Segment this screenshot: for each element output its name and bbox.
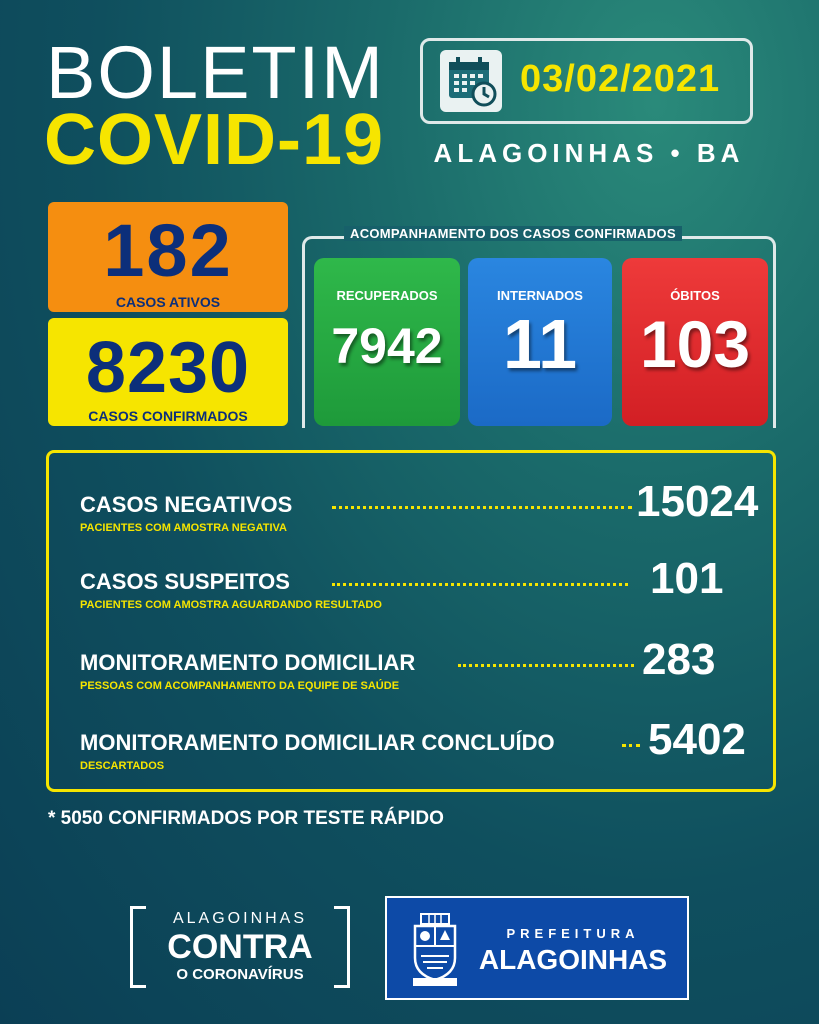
recovered-value: 7942 [331, 318, 443, 374]
confirmed-cases-label: CASOS CONFIRMADOS [88, 408, 248, 424]
detail-row-negative [80, 477, 770, 552]
rapid-test-footnote: * 5050 CONFIRMADOS POR TESTE RÁPIDO [48, 808, 444, 829]
detail-sublabel: PACIENTES COM AMOSTRA AGUARDANDO RESULTADO [80, 599, 382, 611]
active-cases-label: CASOS ATIVOS [115, 294, 221, 310]
prefeitura-line2: ALAGOINHAS [478, 944, 668, 975]
detail-sublabel: PESSOAS COM ACOMPANHAMENTO DA EQUIPE DE SAÚDE [80, 680, 400, 692]
deaths-value: 103 [639, 307, 751, 381]
detail-sublabel: PACIENTES COM AMOSTRA NEGATIVA [80, 522, 287, 534]
confirmed-cases-value: 8230 [85, 328, 251, 408]
active-cases-value: 182 [103, 209, 233, 292]
detail-label: MONITORAMENTO DOMICILIAR [80, 650, 416, 675]
city-crest-icon [407, 912, 463, 988]
recovered-card [314, 258, 460, 426]
tracking-title-text: ACOMPANHAMENTO DOS CASOS CONFIRMADOS [344, 226, 682, 241]
hospitalized-value: 11 [503, 305, 577, 383]
detail-label: CASOS SUSPEITOS [80, 569, 290, 594]
dotted-leader [458, 664, 634, 667]
dotted-leader [332, 583, 628, 586]
deaths-label: ÓBITOS [670, 288, 720, 303]
recovered-label: RECUPERADOS [336, 288, 438, 303]
campaign-logo [130, 906, 350, 988]
detail-row-home-monitoring [80, 635, 770, 710]
active-cases-box [48, 202, 288, 312]
title-covid: COVID-19 [44, 100, 385, 180]
detail-sublabel: DESCARTADOS [80, 760, 165, 772]
campaign-line1: ALAGOINHAS [172, 910, 308, 927]
detail-label: MONITORAMENTO DOMICILIAR CONCLUÍDO [80, 730, 555, 755]
detail-row-suspected [80, 554, 770, 629]
detail-row-home-monitoring-done [80, 715, 770, 790]
dotted-leader [622, 744, 640, 747]
detail-label: CASOS NEGATIVOS [80, 492, 293, 517]
campaign-line2: CONTRA [167, 928, 313, 966]
hospitalized-card [468, 258, 612, 426]
deaths-card [622, 258, 768, 426]
prefeitura-logo [385, 896, 689, 1000]
prefeitura-line1: PREFEITURA [506, 926, 640, 941]
title-boletim: BOLETIM [46, 31, 385, 114]
tracking-title [334, 226, 692, 241]
location-label: ALAGOINHAS • BA [433, 138, 745, 168]
detail-value: 15024 [636, 477, 759, 526]
campaign-line3: O CORONAVÍRUS [176, 966, 304, 983]
detail-value: 283 [642, 635, 716, 684]
hospitalized-label: INTERNADOS [497, 288, 583, 303]
calendar-icon [440, 50, 502, 112]
confirmed-cases-box [48, 318, 288, 426]
dotted-leader [332, 506, 632, 509]
detail-value: 5402 [648, 715, 746, 764]
bulletin-date: 03/02/2021 [520, 58, 721, 100]
detail-value: 101 [650, 554, 724, 603]
